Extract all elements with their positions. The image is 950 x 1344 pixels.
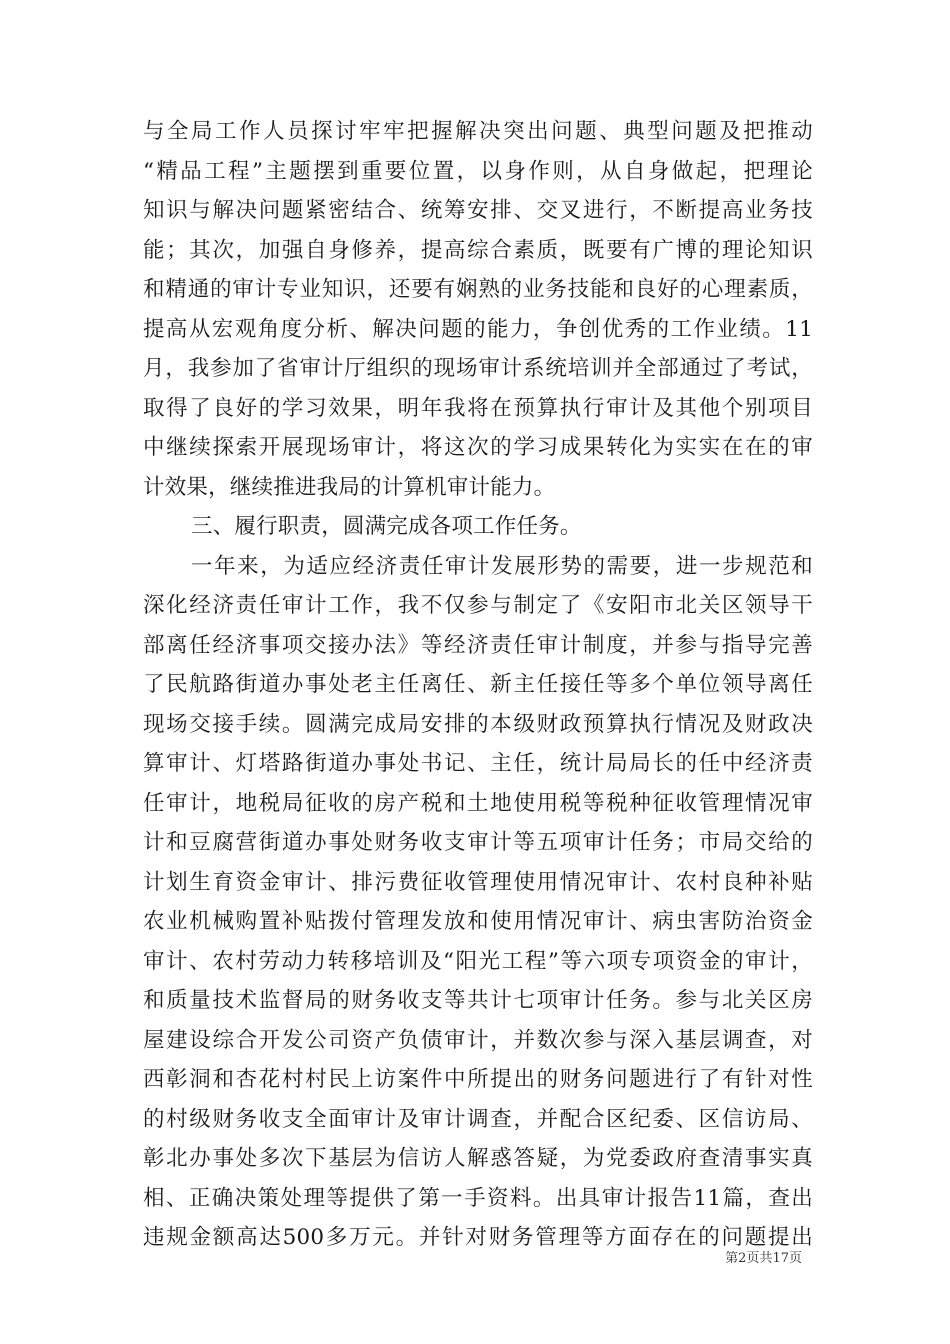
text-line: 月，我参加了省审计厅组织的现场审计系统培训并全部通过了考试， [143, 356, 813, 381]
text-line: 任审计，地税局征收的房产税和土地使用税等税种征收管理情况审 [143, 790, 813, 816]
text-line: 能；其次，加强自身修养，提高综合素质，既要有广博的理论知识 [143, 237, 813, 263]
text-line: 计和豆腐营街道办事处财务收支审计等五项审计任务；市局交给的 [143, 830, 813, 855]
page-number: 第2页共17页 [725, 1251, 802, 1266]
text-line: 和质量技术监督局的财务收支等共计七项审计任务。参与北关区房 [143, 988, 813, 1013]
text-line: 知识与解决问题紧密结合、统筹安排、交叉进行，不断提高业务技 [143, 198, 813, 223]
text-line: 算审计、灯塔路街道办事处书记、主任，统计局局长的任中经济责 [143, 751, 813, 776]
text-line: 和精通的审计专业知识，还要有娴熟的业务技能和良好的心理素质， [143, 277, 813, 302]
text-line: 违规金额高达500多万元。并针对财务管理等方面存在的问题提出 [143, 1225, 813, 1250]
text-line: 现场交接手续。圆满完成局安排的本级财政预算执行情况及财政决 [143, 711, 813, 737]
text-line: 与全局工作人员探讨牢牢把握解决突出问题、典型问题及把推动 [143, 119, 813, 144]
text-line: 提高从宏观角度分析、解决问题的能力，争创优秀的工作业绩。11 [143, 316, 813, 342]
text-line: 计效果，继续推进我局的计算机审计能力。 [143, 474, 556, 500]
text-line: 取得了良好的学习效果，明年我将在预算执行审计及其他个别项目 [143, 395, 813, 421]
text-line: 相、正确决策处理等提供了第一手资料。出具审计报告11篇，查出 [143, 1185, 813, 1211]
text-line: 计划生育资金审计、排污费征收管理使用情况审计、农村良种补贴 [143, 869, 813, 895]
text-line: “精品工程”主题摆到重要位置，以身作则，从自身做起，把理论 [143, 158, 813, 184]
text-line: 彰北办事处多次下基层为信访人解惑答疑，为党委政府查清事实真 [143, 1146, 813, 1171]
body-text [143, 112, 813, 1258]
text-line: 深化经济责任审计工作，我不仅参与制定了《安阳市北关区领导干 [143, 593, 813, 618]
text-line: 西彰洞和杏花村村民上访案件中所提出的财务问题进行了有针对性 [143, 1067, 813, 1092]
text-line: 一年来，为适应经济责任审计发展形势的需要，进一步规范和 [191, 553, 813, 579]
text-line: 审计、农村劳动力转移培训及“阳光工程”等六项专项资金的审计， [143, 948, 813, 974]
text-line: 中继续探索开展现场审计，将这次的学习成果转化为实实在在的审 [143, 435, 813, 460]
text-line: 了民航路街道办事处老主任离任、新主任接任等多个单位领导离任 [143, 672, 813, 697]
text-line: 的村级财务收支全面审计及审计调查，并配合区纪委、区信访局、 [143, 1106, 813, 1132]
text-line: 部离任经济事项交接办法》等经济责任审计制度，并参与指导完善 [143, 632, 813, 658]
text-line: 农业机械购置补贴拨付管理发放和使用情况审计、病虫害防治资金 [143, 909, 813, 934]
text-line: 屋建设综合开发公司资产负债审计，并数次参与深入基层调查，对 [143, 1027, 813, 1053]
section-heading: 三、履行职责，圆满完成各项工作任务。 [191, 514, 582, 539]
